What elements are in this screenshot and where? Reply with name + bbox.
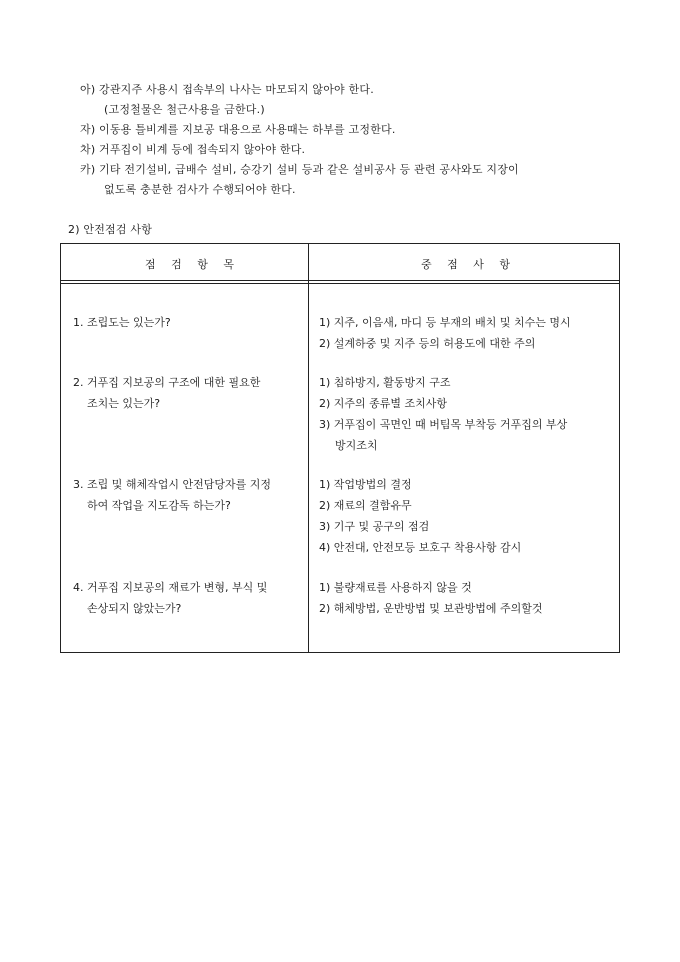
row3-point-1: 1) 작업방법의 결정 <box>319 478 412 491</box>
intro-item-a-note: (고정철물은 철근사용을 금한다.) <box>104 103 265 116</box>
row2-point-3: 3) 거푸집이 곡면인 때 버팀목 부착등 거푸집의 부상 <box>319 418 568 431</box>
row2-item-line1: 2. 거푸집 지보공의 구조에 대한 필요한 <box>73 376 261 389</box>
header-divider-double <box>61 283 619 284</box>
row4-item-line1: 4. 거푸집 지보공의 재료가 변형, 부식 및 <box>73 581 268 594</box>
row4-point-1: 1) 불량재료를 사용하지 않을 것 <box>319 581 472 594</box>
row4-point-2: 2) 해체방법, 운반방법 및 보관방법에 주의할것 <box>319 602 543 615</box>
header-key-points: 중 점 사 항 <box>421 258 516 271</box>
row2-item-line2: 조치는 있는가? <box>87 397 161 410</box>
row2-point-2: 2) 지주의 종류별 조치사항 <box>319 397 448 410</box>
row2-point-1: 1) 침하방지, 활동방지 구조 <box>319 376 451 389</box>
intro-item-c: 차) 거푸집이 비계 등에 접속되지 않아야 한다. <box>80 143 306 156</box>
intro-item-a: 아) 강관지주 사용시 접속부의 나사는 마모되지 않아야 한다. <box>80 83 374 96</box>
header-divider <box>61 280 619 281</box>
intro-item-b: 자) 이동용 틀비계를 지보공 대용으로 사용때는 하부를 고정한다. <box>80 123 396 136</box>
row3-point-4: 4) 안전대, 안전모등 보호구 착용사항 감시 <box>319 541 522 554</box>
row1-item-line1: 1. 조립도는 있는가? <box>73 316 171 329</box>
row4-item-line2: 손상되지 않았는가? <box>87 602 182 615</box>
table-row-item <box>73 372 260 414</box>
row1-point-2: 2) 설계하중 및 지주 등의 허용도에 대한 주의 <box>319 337 536 350</box>
inspection-table <box>60 243 620 653</box>
row1-point-1: 1) 지주, 이음새, 마디 등 부재의 배치 및 치수는 명시 <box>319 316 571 329</box>
table-row-points <box>319 577 543 619</box>
row2-point-3-cont: 방지조치 <box>335 439 378 452</box>
table-row-item <box>73 577 267 619</box>
table-row-item <box>73 474 271 516</box>
column-divider <box>308 244 309 652</box>
row3-item-line1: 3. 조립 및 해체작업시 안전담당자를 지정 <box>73 478 271 491</box>
table-row-points <box>319 312 571 354</box>
row3-point-2: 2) 재료의 결함유무 <box>319 499 412 512</box>
header-inspection-item: 점 검 항 목 <box>145 258 240 271</box>
row3-point-3: 3) 기구 및 공구의 점검 <box>319 520 430 533</box>
intro-item-d-cont: 없도록 충분한 검사가 수행되어야 한다. <box>104 183 296 196</box>
table-row-item <box>73 312 171 333</box>
row3-item-line2: 하여 작업을 지도감독 하는가? <box>87 499 231 512</box>
table-row-points <box>319 474 521 558</box>
section-title: 2) 안전점검 사항 <box>68 223 153 236</box>
intro-item-d: 카) 기타 전기설비, 급배수 설비, 승강기 설비 등과 같은 설비공사 등 관련 공사와도 지장이 <box>80 163 519 176</box>
table-row-points <box>319 372 567 456</box>
